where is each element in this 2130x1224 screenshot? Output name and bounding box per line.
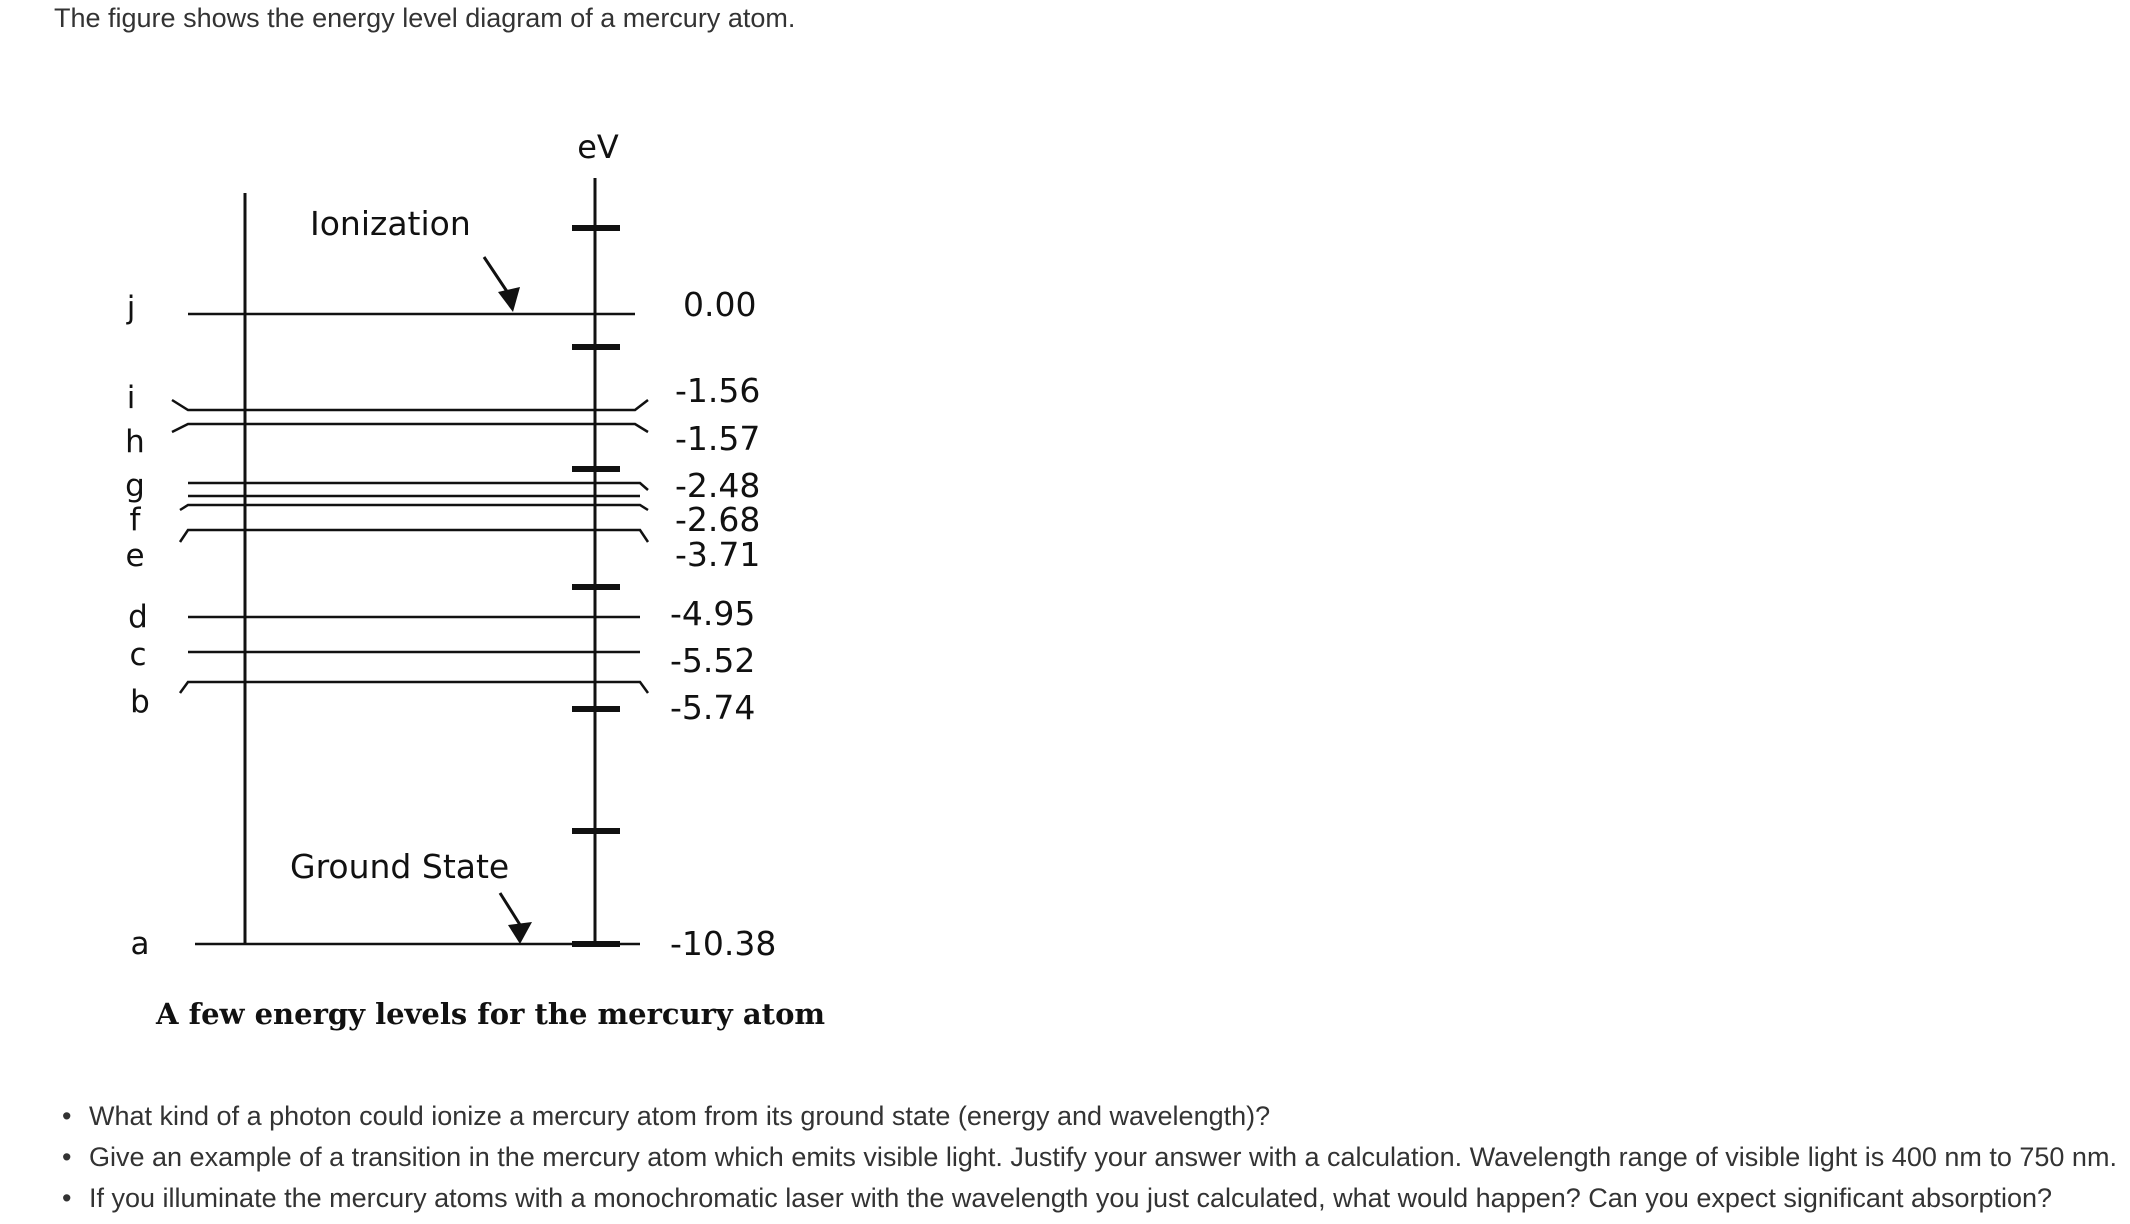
level-letters: [125, 290, 150, 962]
level-value-c: -5.52: [670, 641, 756, 680]
diagram-caption: A few energy levels for the mercury atom: [156, 997, 826, 1031]
level-values: [670, 285, 776, 963]
level-value-g: -2.48: [675, 466, 761, 505]
level-line-f2: [180, 505, 648, 510]
bullet-icon: •: [62, 1101, 72, 1131]
level-letter-c: c: [129, 637, 147, 673]
level-letter-g: g: [125, 468, 145, 504]
level-value-i: -1.56: [675, 371, 761, 410]
level-line-b: [180, 682, 648, 693]
level-value-h: -1.57: [675, 419, 761, 458]
level-line-i: [172, 400, 648, 410]
question-text: If you illuminate the mercury atoms with a monochromatic laser with the wavelength you just calculated, what would happen? Can you expect significant absorption?: [89, 1183, 2053, 1213]
ionization-label: Ionization: [310, 204, 471, 243]
list-item: [58, 1178, 2117, 1219]
bullet-icon: •: [62, 1183, 72, 1213]
question-list: [58, 1096, 2117, 1219]
list-item: [58, 1137, 2117, 1178]
level-line-h: [172, 424, 648, 432]
level-value-f: -2.68: [675, 500, 761, 539]
level-value-j: 0.00: [683, 285, 757, 324]
intro-text: The figure shows the energy level diagram of a mercury atom.: [54, 3, 796, 33]
list-item: [58, 1096, 2117, 1137]
ground-state-arrow: [500, 893, 532, 944]
level-letter-e: e: [125, 538, 145, 574]
bullet-icon: •: [62, 1142, 72, 1172]
question-text: Give an example of a transition in the mercury atom which emits visible light. Justify your answer with a calculation. Wavelength range of visible light is 400 nm to 750 nm.: [89, 1142, 2117, 1172]
level-letter-i: i: [126, 380, 136, 416]
level-letter-f: f: [129, 502, 141, 538]
level-value-b: -5.74: [670, 688, 756, 727]
level-line-g: [188, 483, 648, 490]
level-letter-h: h: [125, 424, 145, 460]
level-value-e: -3.71: [675, 535, 761, 574]
ionization-arrow: [484, 257, 520, 312]
level-value-a: -10.38: [670, 924, 777, 963]
level-letter-j: j: [126, 290, 136, 326]
level-letter-d: d: [128, 599, 148, 635]
level-value-d: -4.95: [670, 594, 756, 633]
level-letter-b: b: [130, 684, 150, 720]
question-text: What kind of a photon could ionize a mercury atom from its ground state (energy and wavelength)?: [89, 1101, 1271, 1131]
unit-label: eV: [577, 128, 619, 166]
level-letter-a: a: [130, 926, 150, 962]
energy-level-diagram: [0, 0, 900, 1060]
level-line-e: [180, 530, 648, 542]
ground-state-label: Ground State: [290, 847, 510, 886]
